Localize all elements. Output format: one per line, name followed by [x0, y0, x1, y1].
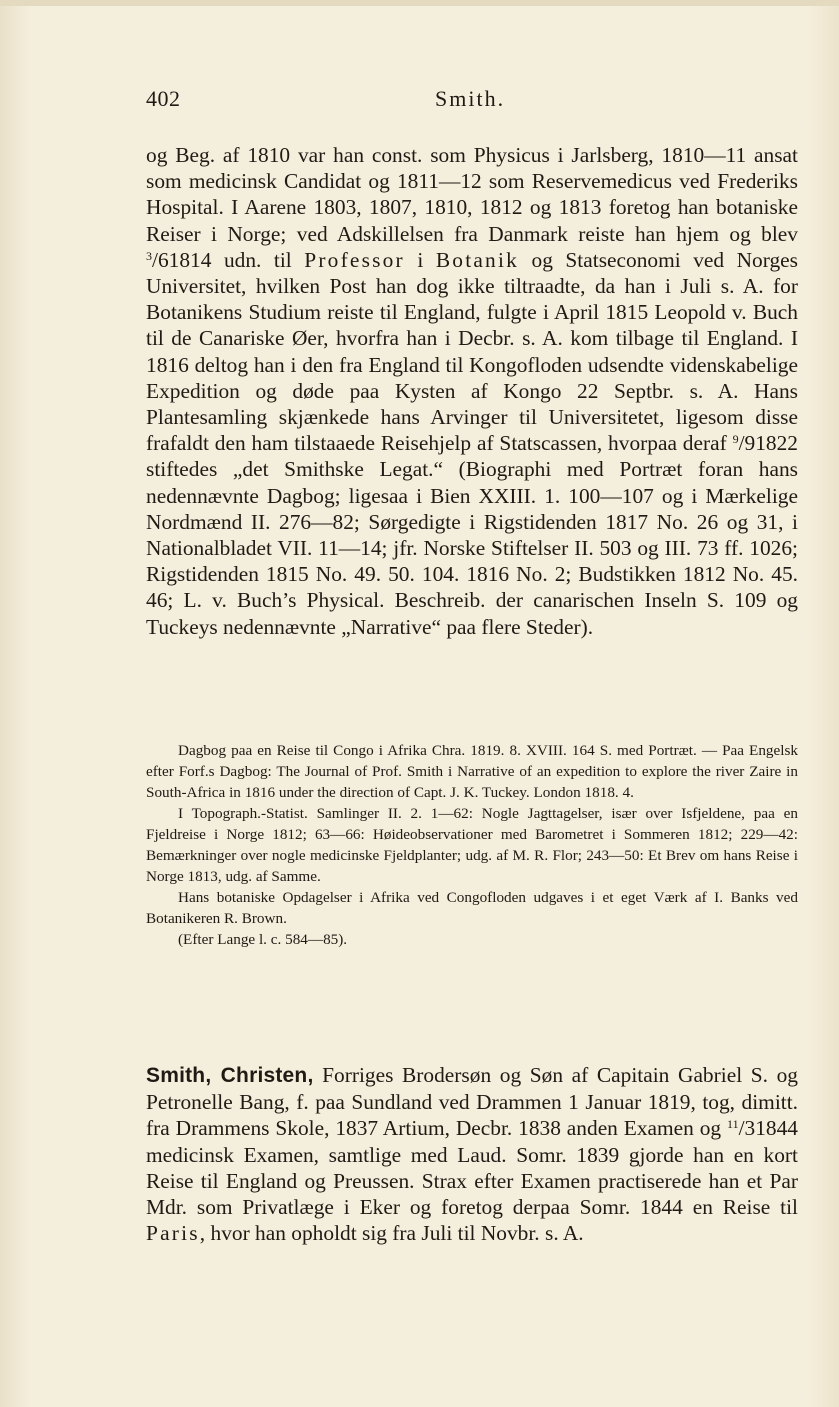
paris-word: Paris: [146, 1221, 200, 1246]
page-header: [146, 86, 806, 116]
professor-word: Professor: [304, 247, 405, 272]
entry-text: [146, 1062, 798, 1246]
entry-text-a: Forriges Brodersøn og Søn af Capitain Gabriel S. og Petronelle Bang, f. paa Sundland ved Drammen 1 Januar 1819, tog, dimitt. fra Drammens Skole, 1837 Artium, Decbr. 1838 anden Examen og: [146, 1063, 799, 1141]
note-topograph: I Topograph.-Statist. Samlinger II. 2. 1—62: Nogle Jagttagelser, især over Isfjeldene, paa en Fjeldreise i Norge 1812; 63—66: Høideobservationer med Barometret i Sommeren 1812; 229—42: Bemærkninger over nogle medicinske Fjeldplanter; udg. af M. R. Flor; 243—50: Et Brev om hans Reise i Norge 1813, udg. af Samme.: [146, 805, 798, 885]
fraction-sup-2: 9: [732, 432, 739, 447]
note-source: (Efter Lange l. c. 584—85).: [178, 931, 348, 948]
botanik-word: Botanik: [435, 247, 519, 272]
fraction-sup-1: 3: [146, 248, 152, 263]
note-botaniske: Hans botaniske Opdagelser i Afrika ved Congofloden udgaves i et eget Værk af I. Banks ved Botanikeren R. Brown.: [146, 889, 798, 927]
main-text-part2: i: [404, 247, 436, 272]
main-text-frac2-rest: /91822 stiftedes „det Smithske Legat.“ (Biographi med Portræt foran hans nedennævnte Dagbog; ligesaa i Bien XXIII. 1. 100—107 og i Mærkelige Nordmænd II. 276—82; Sørgedigte i Rigstidenden 1817 No. 26 og 31, i Nationalbladet VII. 11—14; jfr. Norske Stiftelser II. 503 og III. 73 ff. 1026; Rigstidenden 1815 No. 49. 50. 104. 1816 No. 2; Budstikken 1812 No. 45. 46; L. v. Buch’s Physical. Beschreib. der canarischen Inseln S. 109 og Tuckeys nedennævnte „Narrative“ paa flere Steder).: [146, 431, 798, 639]
entry-name: Smith, Christen,: [146, 1064, 314, 1087]
note-dagbog: Dagbog paa en Reise til Congo i Afrika Chra. 1819. 8. XVIII. 164 S. med Portræt. — Paa Engelsk efter Forf.s Dagbog: The Journal of Prof. Smith i Narrative of an expedition to explore the river Zaire in South-Africa in 1816 under the direction of Capt. J. K. Tuckey. London 1818. 4.: [146, 742, 798, 801]
entry-fraction-sup: 11: [727, 1117, 739, 1132]
page-top-edge: [0, 0, 839, 6]
main-paragraph: [146, 142, 798, 640]
running-head: Smith.: [435, 86, 506, 111]
main-paragraph-text: [146, 142, 798, 640]
page-number: 402: [146, 86, 181, 111]
entry-frac-rest: /31844 medicinsk Examen, samtlige med Laud. Somr. 1839 gjorde han en kort Reise til England og Preussen. Strax efter Examen practiserede han et Par Mdr. som Privatlæge i Eker og foretog derpaa Somr. 1844 en Reise til: [146, 1116, 798, 1220]
bibliography-notes: [146, 740, 798, 950]
main-text-frac1-rest: /61814 udn. til: [152, 247, 305, 272]
main-text-part3: og Statseconomi ved Norges Universitet, hvilken Post han dog ikke tiltraadte, da han i Juli s. A. for Botanikens Studium reiste til England, fulgte i April 1815 Leopold v. Buch til de Canariske Øer, hvorfra han i Decbr. s. A. kom tilbage til England. I 1816 deltog han i den fra England til Kongofloden udsendte videnskabelige Expedition og døde paa Kysten af Kongo 22 Septbr. s. A. Hans Plantesamling skjænkede hans Arvinger til Universitetet, ligesom disse frafaldt den ham tilstaaede Reisehjelp af Statscassen, hvorpaa deraf: [146, 247, 798, 456]
entry-christen-smith: [146, 1062, 798, 1246]
main-text-part1: og Beg. af 1810 var han const. som Physicus i Jarlsberg, 1810—11 ansat som medicinsk Candidat og 1811—12 som Reservemedicus ved Frederiks Hospital. I Aarene 1803, 1807, 1810, 1812 og 1813 foretog han botaniske Reiser i Norge; ved Adskillelsen fra Danmark reiste han hjem og blev: [146, 143, 798, 246]
entry-text-b: , hvor han opholdt sig fra Juli til Novbr. s. A.: [199, 1221, 584, 1246]
